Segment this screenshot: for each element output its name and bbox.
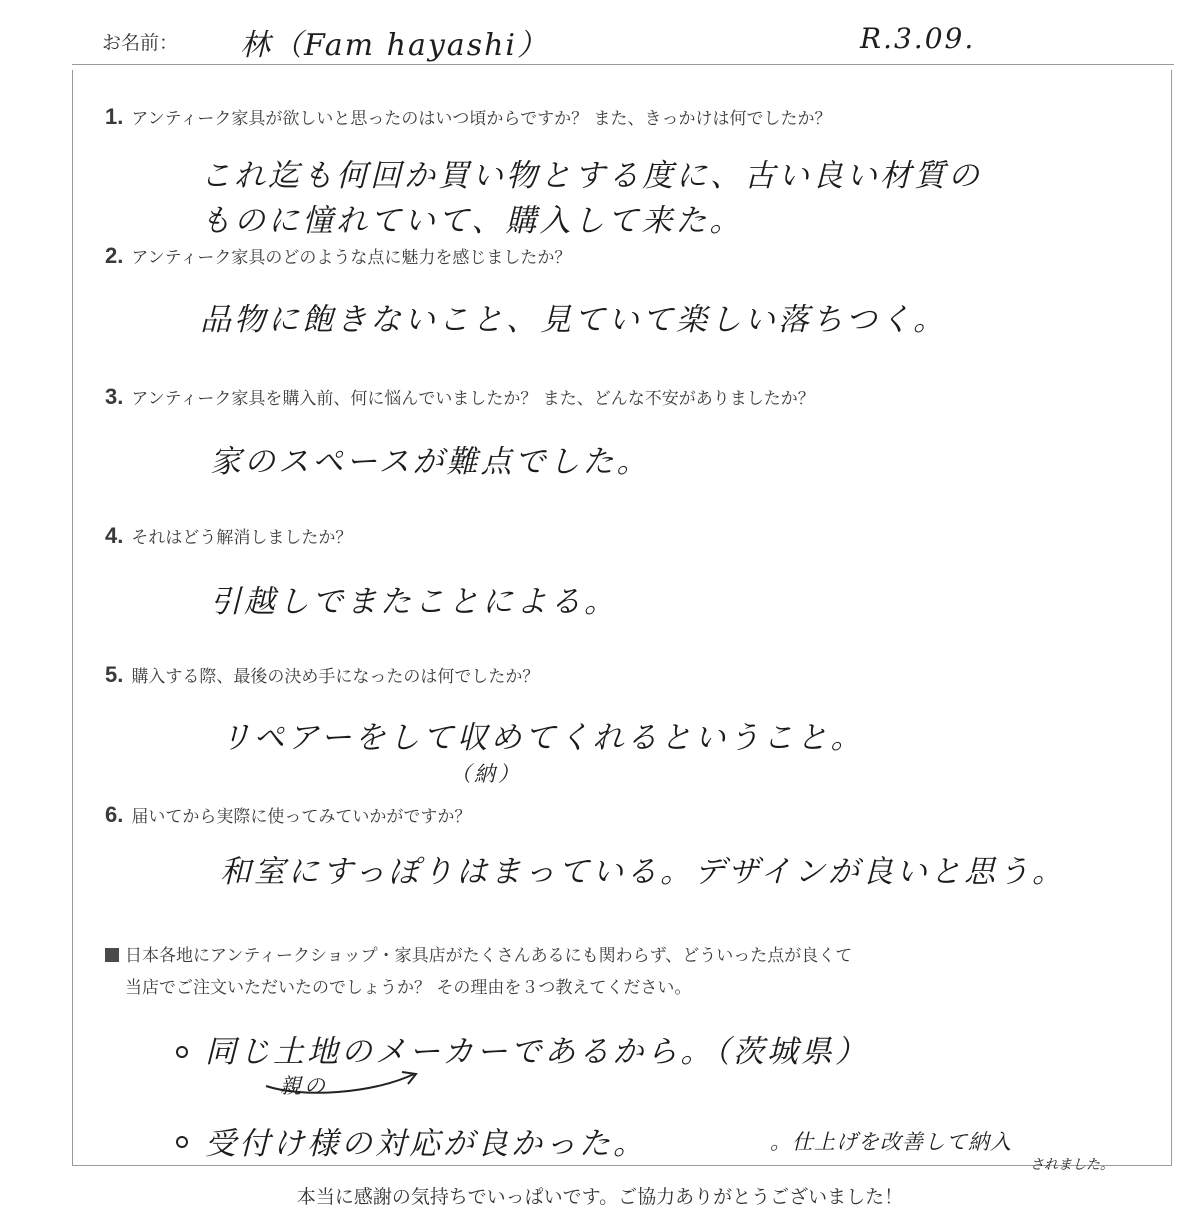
- answer-2: 品物に飽きないこと、見ていて楽しい落ちつく。: [200, 302, 948, 338]
- question-2: [105, 243, 571, 269]
- question-3: [105, 384, 815, 410]
- question-3-text: アンティーク家具を購入前、何に悩んでいましたか？ また、どんな不安がありましたか？: [131, 389, 815, 409]
- question-6-text: 届いてから実際に使ってみていかがですか？: [131, 807, 472, 827]
- reason-2: 受付け様の対応が良かった。: [205, 1126, 647, 1162]
- form-header: [0, 0, 1200, 70]
- reason-3-line-1: 。仕上げを改善して納入: [770, 1130, 1012, 1154]
- reason-1-note: 親の: [280, 1074, 328, 1098]
- square-bullet-icon: [105, 948, 119, 962]
- question-4-number: 4.: [105, 523, 124, 548]
- answer-5: リペアーをして収めてくれるということ。: [220, 720, 865, 756]
- question-1-number: 1.: [105, 104, 124, 129]
- reason-1: 同じ土地のメーカーであるから。（茨城県）: [205, 1034, 869, 1070]
- question-2-text: アンティーク家具のどのような点に魅力を感じましたか？: [131, 248, 572, 268]
- name-label: お名前：: [102, 32, 179, 54]
- answer-5-note: （納）: [450, 762, 522, 786]
- answer-6: 和室にすっぽりはまっている。デザインが良いと思う。: [220, 854, 1066, 890]
- final-question: [105, 940, 852, 1004]
- question-4: [105, 523, 352, 549]
- question-6: [105, 802, 471, 828]
- question-4-text: それはどう解消しましたか？: [131, 528, 353, 548]
- question-3-number: 3.: [105, 384, 124, 409]
- answer-4: 引越しでまたことによる。: [210, 584, 618, 620]
- question-2-number: 2.: [105, 243, 124, 268]
- answer-1-line-2: ものに憧れていて、購入して来た。: [200, 203, 744, 239]
- bullet-dot-icon: [176, 1136, 188, 1148]
- date-value: R.3.09.: [860, 22, 976, 55]
- question-5: [105, 662, 539, 688]
- bullet-dot-icon: [176, 1046, 188, 1058]
- answer-3: 家のスペースが難点でした。: [210, 444, 651, 480]
- question-1-text: アンティーク家具が欲しいと思ったのはいつ頃からですか？ また、きっかけは何でしたか？: [131, 109, 832, 129]
- question-5-text: 購入する際、最後の決め手になったのは何でしたか？: [131, 667, 540, 687]
- header-divider: [72, 64, 1174, 65]
- question-5-number: 5.: [105, 662, 124, 687]
- question-6-number: 6.: [105, 802, 124, 827]
- name-value: 林（Fam hayashi）: [240, 28, 550, 63]
- final-question-line-1: 日本各地にアンティークショップ・家具店がたくさんあるにも関わらず、どういった点が良くて: [105, 940, 852, 972]
- final-question-line-2: 当店でご注文いただいたのでしょうか？ その理由を３つ教えてください。: [125, 978, 692, 998]
- question-1: [105, 104, 832, 130]
- handwritten-swoop-mark: [262, 1068, 422, 1098]
- reason-3-line-2: されました。: [1030, 1157, 1114, 1173]
- answer-1-line-1: これ迄も何回か買い物とする度に、古い良い材質の: [200, 158, 982, 194]
- footer-thanks: 本当に感謝の気持ちでいっぱいです。ご協力ありがとうございました！: [296, 1186, 904, 1208]
